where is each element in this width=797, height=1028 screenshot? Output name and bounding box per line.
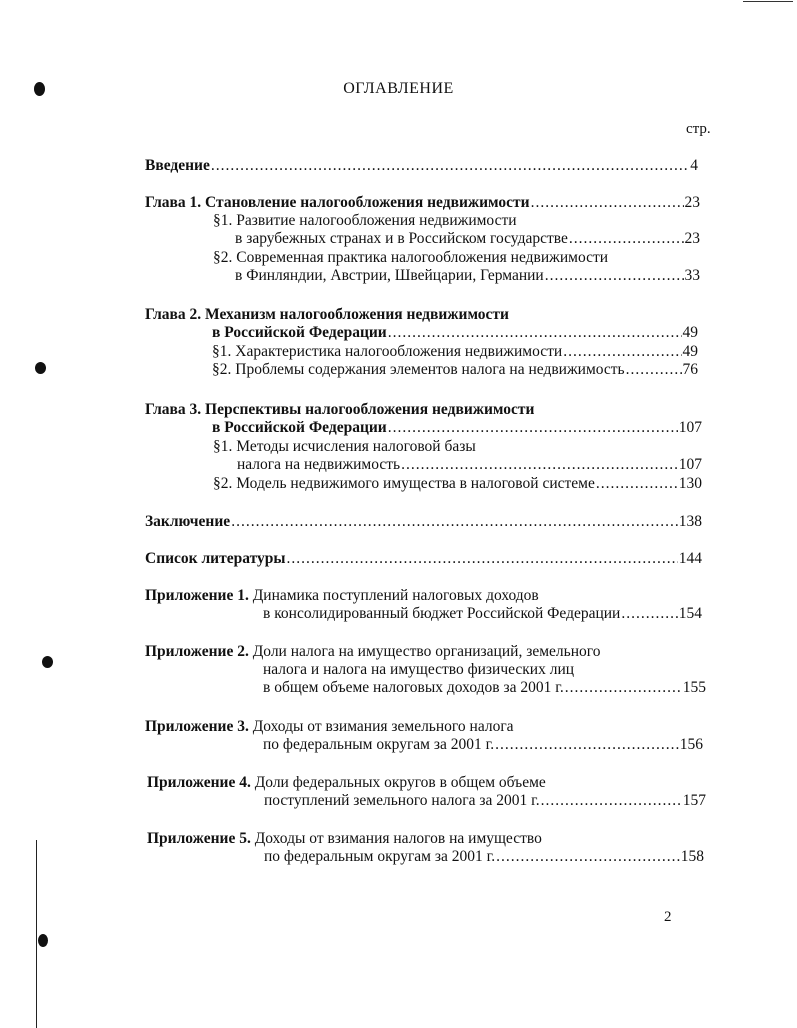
toc-page: 158 — [680, 848, 704, 865]
leader-dots — [621, 605, 677, 623]
scan-edge-line — [36, 840, 37, 1028]
toc-page: 144 — [678, 550, 702, 567]
toc-entry-appendix-2[interactable] — [145, 643, 706, 697]
toc-label: §2. Проблемы содержания элементов налога на недвижимость — [212, 361, 625, 378]
toc-label: Заключение — [145, 513, 231, 530]
toc-entry-appendix-5[interactable] — [147, 830, 704, 866]
toc-label-cont: в Финляндии, Австрии, Швейцарии, Германии — [235, 267, 544, 284]
leader-dots — [495, 736, 679, 754]
toc-entry-ch3-section-2[interactable] — [213, 475, 702, 493]
toc-label: §2. Современная практика налогообложения недвижимости — [213, 249, 609, 266]
toc-page: 130 — [678, 475, 702, 492]
leader-dots — [563, 343, 681, 361]
toc-label: Доходы от взимания земельного налога — [252, 718, 514, 735]
toc-page: 49 — [682, 343, 698, 360]
toc-entry-chapter-3[interactable] — [145, 401, 702, 437]
appendix-label: Приложение 4. — [147, 774, 251, 791]
toc-label-cont: в консолидированный бюджет Российской Федерации — [263, 605, 621, 622]
toc-label: §2. Модель недвижимого имущества в налоговой системе — [213, 475, 595, 492]
toc-label: §1. Методы исчисления налоговой базы — [213, 438, 476, 455]
page-title: ОГЛАВЛЕНИЕ — [343, 80, 454, 97]
toc-label: Список литературы — [145, 550, 286, 567]
punch-hole-mark — [38, 934, 48, 947]
toc-page: 33 — [684, 267, 700, 284]
toc-page: 4 — [690, 157, 698, 174]
toc-page: 107 — [678, 419, 702, 436]
toc-label-cont: по федеральным округам за 2001 г. — [263, 736, 495, 753]
toc-label-cont: в зарубежных странах и в Российском государстве — [235, 230, 568, 247]
toc-label: Глава 2. Механизм налогообложения недвижимости — [145, 306, 509, 323]
scan-top-line — [743, 1, 793, 2]
toc-page: 155 — [682, 679, 706, 696]
toc-entry-ch3-section-1[interactable] — [213, 438, 702, 474]
leader-dots — [211, 157, 689, 175]
toc-page: 138 — [678, 513, 702, 530]
punch-hole-mark — [42, 656, 53, 668]
leader-dots — [496, 848, 680, 866]
appendix-label: Приложение 3. — [145, 718, 249, 735]
page-column-header: стр. — [686, 121, 711, 137]
toc-page: 76 — [682, 361, 698, 378]
toc-page: 156 — [679, 736, 703, 753]
toc-label: Доли федеральных округов в общем объеме — [254, 774, 546, 791]
toc-page: 23 — [684, 230, 700, 247]
toc-label: Доходы от взимания налогов на имущество — [254, 830, 542, 847]
leader-dots — [531, 194, 684, 212]
toc-label-cont: в общем объеме налоговых доходов за 2001 г. — [263, 679, 564, 696]
toc-label-cont: налога на недвижимость — [237, 456, 401, 473]
toc-label-cont: по федеральным округам за 2001 г. — [264, 848, 496, 865]
leader-dots — [401, 456, 678, 474]
leader-dots — [286, 550, 677, 568]
toc-entry-ch1-section-1[interactable] — [213, 212, 700, 248]
toc-label: §1. Развитие налогообложения недвижимости — [213, 212, 517, 229]
appendix-label: Приложение 5. — [147, 830, 251, 847]
toc-entry-ch2-section-1[interactable] — [212, 343, 698, 361]
toc-entry-conclusion[interactable] — [145, 513, 702, 531]
toc-entry-intro[interactable] — [145, 157, 698, 175]
toc-label: Глава 3. Перспективы налогообложения недвижимости — [145, 401, 535, 418]
toc-label-cont: в Российской Федерации — [212, 419, 387, 436]
toc-label: Введение — [145, 157, 210, 174]
toc-entry-literature[interactable] — [145, 550, 702, 568]
leader-dots — [626, 361, 682, 379]
leader-dots — [541, 792, 682, 810]
toc-entry-appendix-4[interactable] — [147, 774, 706, 810]
leader-dots — [545, 267, 684, 285]
toc-entry-chapter-2[interactable] — [145, 306, 698, 342]
toc-page: 49 — [682, 324, 698, 341]
toc-entry-ch2-section-2[interactable] — [212, 361, 698, 379]
toc-label-cont: в Российской Федерации — [212, 324, 387, 341]
appendix-label: Приложение 1. — [145, 587, 249, 604]
toc-label-cont: налога и налога на имущество физических лиц — [263, 661, 575, 678]
toc-entry-appendix-1[interactable] — [145, 587, 702, 623]
toc-entry-chapter-1[interactable] — [145, 194, 700, 212]
leader-dots — [569, 230, 684, 248]
leader-dots — [388, 419, 678, 437]
toc-label: Доли налога на имущество организаций, земельного — [252, 643, 601, 660]
toc-label-cont: поступлений земельного налога за 2001 г. — [264, 792, 540, 809]
toc-label: §1. Характеристика налогообложения недвижимости — [212, 343, 563, 360]
page-number: 2 — [664, 909, 672, 925]
leader-dots — [565, 679, 682, 697]
appendix-label: Приложение 2. — [145, 643, 249, 660]
toc-page: 107 — [678, 456, 702, 473]
toc-page: 23 — [684, 194, 700, 211]
leader-dots — [388, 324, 682, 342]
toc-page: 154 — [678, 605, 702, 622]
leader-dots — [596, 475, 678, 493]
toc-label: Глава 1. Становление налогообложения недвижимости — [145, 194, 530, 211]
leader-dots — [231, 513, 678, 531]
toc-label: Динамика поступлений налоговых доходов — [252, 587, 539, 604]
toc-page: 157 — [682, 792, 706, 809]
toc-entry-appendix-3[interactable] — [145, 718, 703, 754]
toc-entry-ch1-section-2[interactable] — [213, 249, 700, 285]
punch-hole-mark — [35, 362, 46, 374]
